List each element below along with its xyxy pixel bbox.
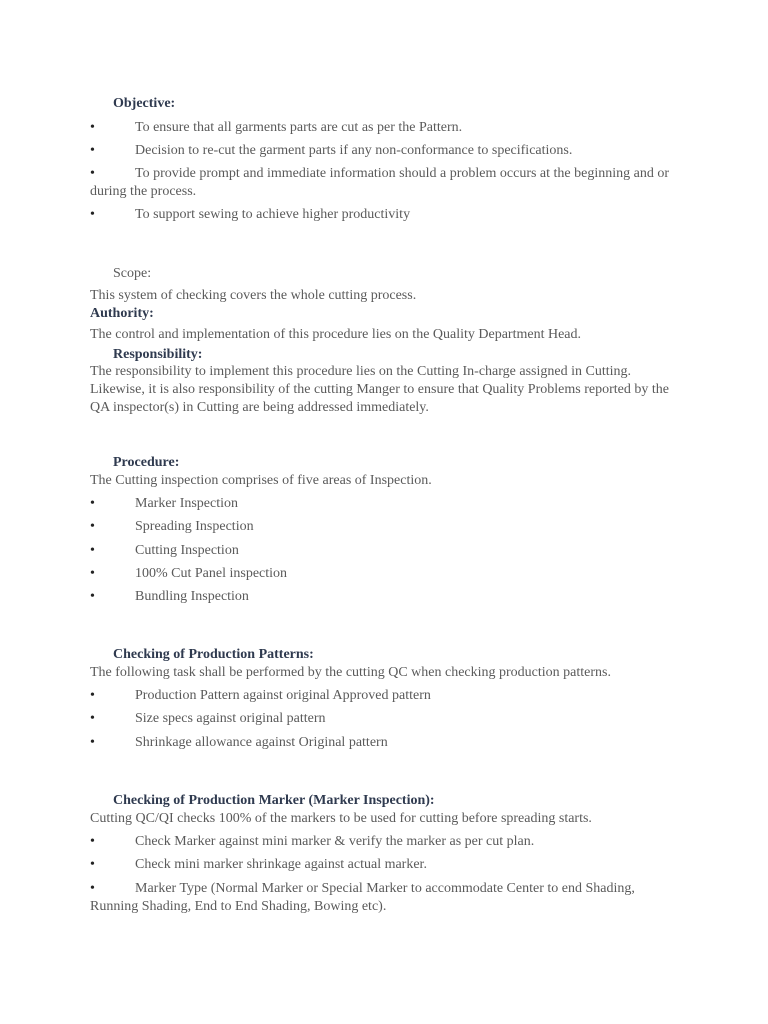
list-item-text: Marker Type (Normal Marker or Special Marker to accommodate Center to end Shading, Running Shading, End to End Shading, Bowing etc).	[90, 880, 635, 914]
scope-section	[90, 265, 680, 283]
list-item	[90, 880, 680, 916]
list-item-text: Check Marker against mini marker & verify the marker as per cut plan.	[135, 834, 535, 849]
list-item-text: To support sewing to achieve higher productivity	[135, 207, 411, 222]
responsibility-heading: Responsibility:	[113, 347, 203, 362]
bullet-icon: •	[90, 120, 95, 135]
bullet-icon: •	[90, 880, 95, 896]
objective-list	[90, 119, 680, 229]
list-item	[90, 833, 680, 856]
patterns-section	[90, 646, 680, 664]
patterns-intro: The following task shall be performed by the cutting QC when checking production patterns.	[90, 665, 611, 680]
bullet-icon: •	[90, 711, 95, 727]
list-item-text: Decision to re-cut the garment parts if any non-conformance to specifications.	[135, 143, 573, 158]
procedure-section	[90, 454, 680, 472]
authority-text: The control and implementation of this procedure lies on the Quality Department Head.	[90, 327, 582, 342]
bullet-icon: •	[90, 496, 95, 511]
responsibility-text: The responsibility to implement this procedure lies on the Cutting In-charge assigned in Cutting. Likewise, it is also responsibility of the cutting Manger to ensure that Quality Problems reported by the QA inspector(s) in Cutting are being addressed immediately.	[90, 364, 669, 415]
scope-heading: Scope:	[113, 266, 152, 281]
list-item-text: Cutting Inspection	[135, 542, 239, 558]
procedure-intro: The Cutting inspection comprises of five areas of Inspection.	[90, 473, 432, 488]
bullet-icon: •	[90, 589, 95, 605]
scope-text-block	[90, 287, 680, 305]
list-item-text: 100% Cut Panel inspection	[135, 565, 288, 581]
list-item	[90, 565, 680, 588]
list-item	[90, 518, 680, 541]
bullet-icon: •	[90, 834, 95, 849]
list-item-text: Shrinkage allowance against Original pattern	[135, 734, 388, 750]
list-item	[90, 542, 680, 565]
list-item	[90, 687, 680, 710]
procedure-heading: Procedure:	[113, 455, 180, 470]
marker-intro-block	[90, 810, 680, 828]
patterns-list	[90, 687, 680, 757]
list-item	[90, 856, 680, 879]
list-item-text: To ensure that all garments parts are cut as per the Pattern.	[135, 120, 463, 135]
bullet-icon: •	[90, 542, 95, 558]
list-item-text: Check mini marker shrinkage against actual marker.	[135, 857, 427, 873]
objective-heading: Objective:	[113, 96, 176, 111]
list-item-text: Size specs against original pattern	[135, 711, 326, 727]
list-item	[90, 165, 680, 206]
authority-heading: Authority:	[90, 306, 154, 321]
procedure-intro-block	[90, 472, 680, 490]
bullet-icon: •	[90, 857, 95, 873]
bullet-icon: •	[90, 207, 95, 222]
list-item	[90, 119, 680, 142]
procedure-list	[90, 495, 680, 611]
list-item	[90, 495, 680, 518]
bullet-icon: •	[90, 519, 95, 535]
list-item	[90, 710, 680, 733]
responsibility-section	[90, 346, 680, 364]
list-item-text: Bundling Inspection	[135, 589, 249, 605]
list-item-text: Production Pattern against original Approved pattern	[135, 688, 431, 703]
list-item	[90, 142, 680, 165]
bullet-icon: •	[90, 688, 95, 703]
scope-text: This system of checking covers the whole cutting process.	[90, 288, 417, 303]
marker-section	[90, 792, 680, 810]
list-item-text: Marker Inspection	[135, 496, 239, 511]
responsibility-text-block	[90, 363, 680, 417]
objective-section	[90, 95, 680, 113]
bullet-icon: •	[90, 143, 95, 158]
list-item	[90, 588, 680, 611]
marker-list	[90, 833, 680, 916]
bullet-icon: •	[90, 166, 95, 181]
marker-heading: Checking of Production Marker (Marker Inspection):	[113, 793, 435, 808]
list-item	[90, 734, 680, 757]
list-item-text: Spreading Inspection	[135, 519, 254, 535]
marker-intro: Cutting QC/QI checks 100% of the markers to be used for cutting before spreading starts.	[90, 811, 592, 826]
patterns-heading: Checking of Production Patterns:	[113, 647, 314, 662]
authority-text-block	[90, 326, 680, 344]
list-item-text: To provide prompt and immediate information should a problem occurs at the beginning and or during the process.	[90, 166, 670, 199]
bullet-icon: •	[90, 565, 95, 581]
list-item	[90, 206, 680, 229]
patterns-intro-block	[90, 664, 680, 682]
authority-section	[90, 305, 680, 323]
bullet-icon: •	[90, 734, 95, 750]
